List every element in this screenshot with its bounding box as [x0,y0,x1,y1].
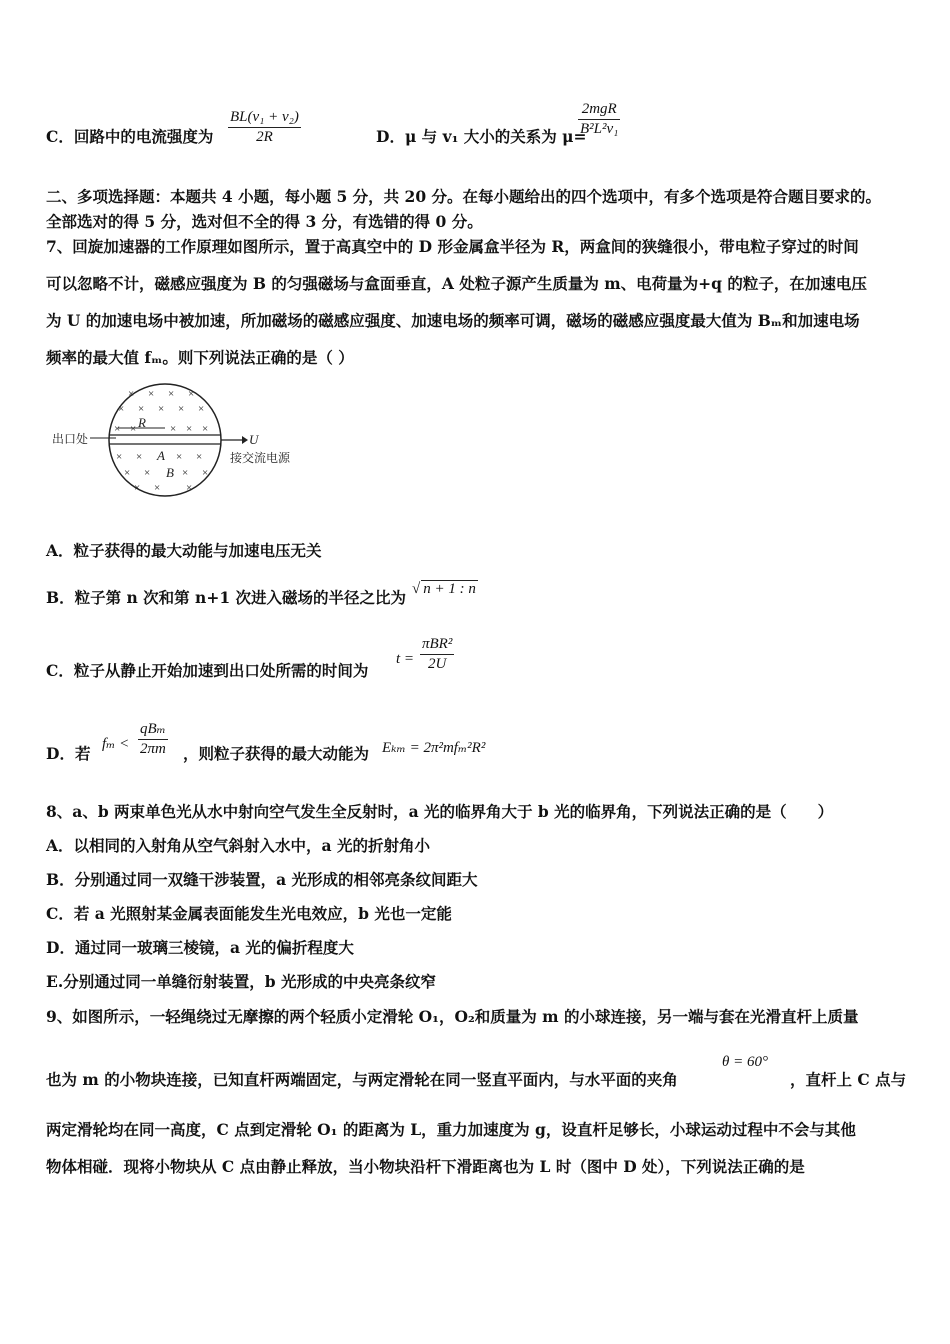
cyclotron-diagram [50,380,310,515]
q7-d-expression: Eₖₘ = 2π²mfₘ²R² [382,740,486,756]
cross-mark: × [168,388,175,400]
q9-angle-math: θ = 60° [722,1054,768,1070]
section2-line2: 全部选对的得 5 分，选对但不全的得 3 分，有选错的得 0 分。 [46,212,483,231]
q8-option-e: E.分别通过同一单缝衍射装置，b 光形成的中央亮条纹窄 [46,972,436,991]
q7-stem-line1: 7、回旋加速器的工作原理如图所示，置于高真空中的 D 形金属盒半径为 R，两盒间的狭缝很小，带电粒子穿过的时间 [46,237,859,256]
fraction-bar [138,739,168,740]
fraction-bar [228,127,301,128]
fraction-bar [578,119,620,120]
q9-stem-line2b: ，直杆上 C 点与 [790,1070,907,1089]
label-ac-source: 接交流电源 [230,451,291,465]
d-box-outline [109,384,221,496]
q9-stem-line4: 物体相碰．现将小物块从 C 点由静止释放，当小物块沿杆下滑距离也为 L 时（图中 D 处），下列说法正确的是 [46,1157,805,1176]
q6-option-d-text: D．μ 与 v₁ 大小的关系为 μ= [376,127,587,146]
q7-c-denominator: 2U [428,656,447,672]
fraction-bar [420,654,454,655]
q7-option-c-text: C．粒子从静止开始加速到出口处所需的时间为 [46,661,369,680]
cross-mark: × [186,482,193,494]
cross-mark: × [138,403,145,415]
q7-stem-line2: 可以忽略不计，磁感应强度为 B 的匀强磁场与盒面垂直，A 处粒子源产生质量为 m、电荷量为+q 的粒子，在加速电压 [46,274,867,293]
section2-line1: 二、多项选择题：本题共 4 小题，每小题 5 分，共 20 分。在每小题给出的四个选项中，有多个选项是符合题目要求的。 [46,187,882,206]
cross-mark: × [158,403,165,415]
q6-option-c-text: C．回路中的电流强度为 [46,127,214,146]
q7-option-b-math [412,580,478,598]
q8-option-a: A．以相同的入射角从空气斜射入水中，a 光的折射角小 [46,836,430,855]
q7-option-a: A．粒子获得的最大动能与加速电压无关 [46,541,322,560]
cross-mark: × [144,467,151,479]
label-r: R [138,415,146,430]
q7-option-b-text: B．粒子第 n 次和第 n+1 次进入磁场的半径之比为 [46,588,406,607]
cross-mark: × [198,403,205,415]
q7-stem-line3: 为 U 的加速电场中被加速，所加磁场的磁感应强度、加速电场的频率可调，磁场的磁感应强度最大值为 Bₘ和加速电场 [46,311,860,330]
q6-c-denominator: 2R [256,129,273,145]
cross-mark: × [202,467,209,479]
label-u: U [249,432,259,447]
q8-option-c: C．若 a 光照射某金属表面能发生光电效应，b 光也一定能 [46,904,452,923]
cross-mark: × [170,423,177,435]
q6-option-d-fraction [578,101,620,138]
q7-b-radical: n + 1 : n [423,581,476,597]
q7-d-lhs: fₘ < [102,736,130,752]
q8-stem: 8、a、b 两束单色光从水中射向空气发生全反射时，a 光的临界角大于 b 光的临界角，下列说法正确的是（ ） [46,802,834,821]
cross-mark: × [188,388,195,400]
voltage-arrow-icon [242,436,248,444]
q9-stem-line2a: 也为 m 的小物块连接，已知直杆两端固定，与两定滑轮在同一竖直平面内，与水平面的夹角 [46,1070,678,1089]
q7-d-denominator: 2πm [140,741,166,757]
label-exit: 出口处 [52,432,89,446]
cross-mark: × [196,451,203,463]
cross-mark: × [128,388,135,400]
label-b: B [166,465,174,480]
label-a: A [157,448,165,463]
q6-c-numerator: BL(v₁ + v₂) [230,109,299,125]
q6-d-numerator: 2mgR [581,101,617,117]
q7-option-d-fraction [138,719,168,758]
cross-mark: × [116,451,123,463]
q7-option-c-fraction [420,636,454,673]
cross-mark: × [130,423,137,435]
q7-stem-line4: 频率的最大值 fₘ。则下列说法正确的是（ ） [46,348,354,367]
q8-option-d: D．通过同一玻璃三棱镜，a 光的偏折程度大 [46,938,354,957]
cross-mark: × [202,423,209,435]
q7-option-d-text2: ，则粒子获得的最大动能为 [183,744,370,763]
q9-stem-line1: 9、如图所示，一轻绳绕过无摩擦的两个轻质小定滑轮 O₁，O₂和质量为 m 的小球连接，另一端与套在光滑直杆上质量 [46,1007,859,1026]
sqrt-icon: √ [412,581,421,597]
cross-mark: × [178,403,185,415]
cross-mark: × [136,451,143,463]
q7-option-d-text1: D．若 [46,744,91,763]
q9-stem-line3: 两定滑轮均在同一高度，C 点到定滑轮 O₁ 的距离为 L，重力加速度为 g，设直杆足够长，小球运动过程中不会与其他 [46,1120,856,1139]
cross-mark: × [176,451,183,463]
cross-mark: × [186,423,193,435]
cross-mark: × [134,482,141,494]
q6-d-denominator: B²L²v₁ [580,121,619,137]
cross-mark: × [118,403,125,415]
q8-option-b: B．分别通过同一双缝干涉装置，a 光形成的相邻亮条纹间距大 [46,870,478,889]
cross-mark: × [114,423,121,435]
cross-mark: × [154,482,161,494]
cyclotron-figure [50,380,310,515]
q7-d-numerator: qBₘ [140,721,166,737]
q6-option-c-fraction [228,109,301,146]
cross-mark: × [182,467,189,479]
q7-c-numerator: πBR² [422,636,453,652]
q7-c-lhs: t = [396,651,415,667]
cross-mark: × [148,388,155,400]
cross-mark: × [124,467,131,479]
